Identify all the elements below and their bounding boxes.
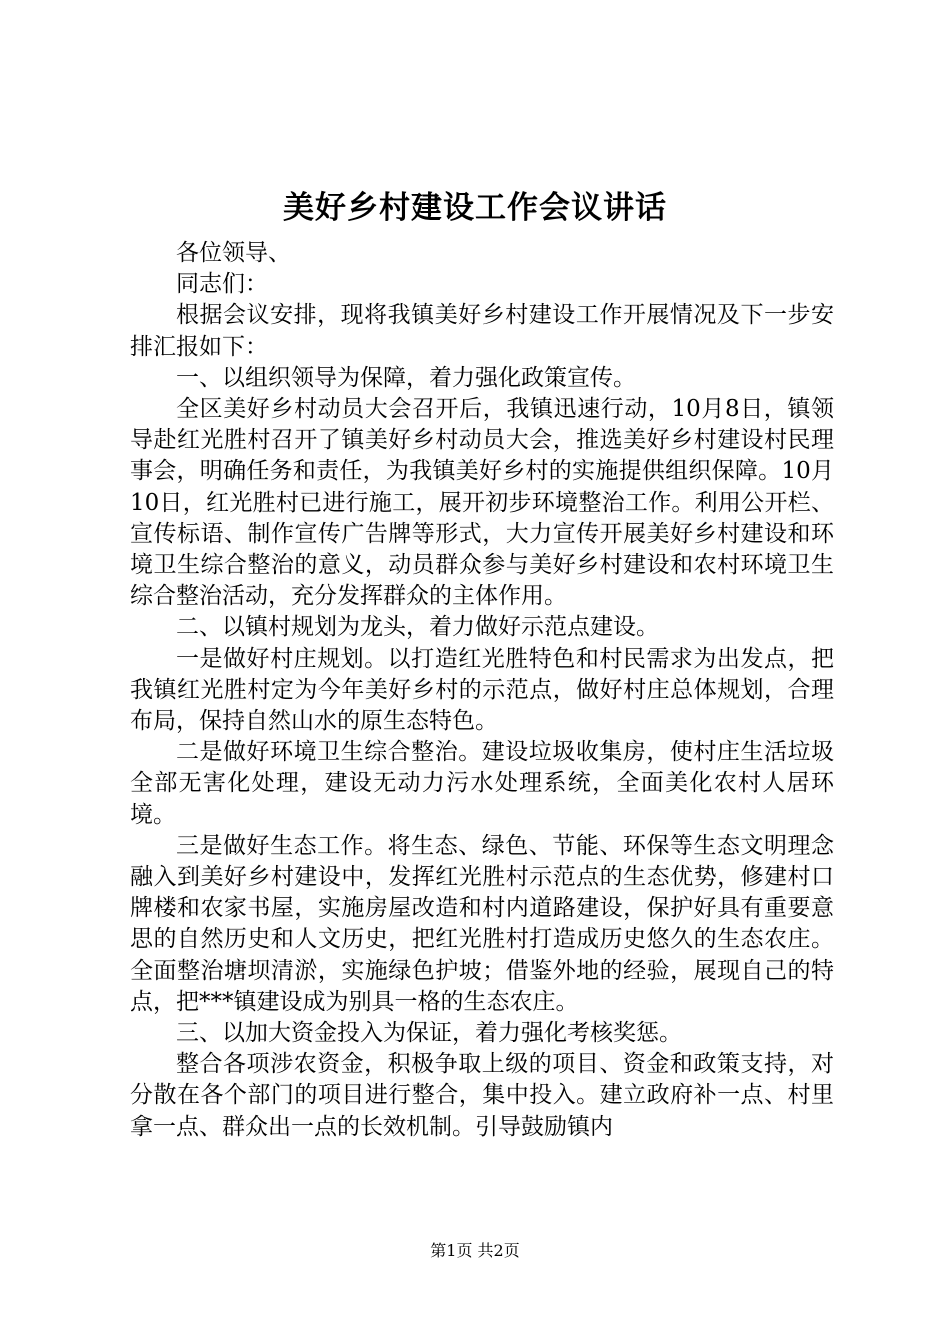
section-2-item-3: 三是做好生态工作。将生态、绿色、节能、环保等生态文明理念融入到美好乡村建设中，发挥红光胜村示范点的生态优势，修建村口牌楼和农家书屋，实施房屋改造和村内道路建设，保护好具有重要意思的自然历史和人文历史，把红光胜村打造成历史悠久的生态农庄。全面整治塘坝清淤，实施绿色护坡；借鉴外地的经验，展现自己的特点，把***镇建设成为别具一格的生态农庄。: [130, 832, 834, 1015]
section-3-paragraph: 整合各项涉农资金，积极争取上级的项目、资金和政策支持，对分散在各个部门的项目进行整合，集中投入。建立政府补一点、村里拿一点、群众出一点的长效机制。引导鼓励镇内: [130, 1051, 834, 1140]
section-2-item-1: 一是做好村庄规划。以打造红光胜特色和村民需求为出发点，把我镇红光胜村定为今年美好乡村的示范点，做好村庄总体规划，合理布局，保持自然山水的原生态特色。: [130, 645, 834, 735]
section-heading-2: 二、以镇村规划为龙头，着力做好示范点建设。: [176, 614, 659, 641]
intro-paragraph: 根据会议安排，现将我镇美好乡村建设工作开展情况及下一步安排汇报如下：: [130, 302, 834, 360]
section-2-item-2: 二是做好环境卫生综合整治。建设垃圾收集房，使村庄生活垃圾全部无害化处理，建设无动力污水处理系统，全面美化农村人居环境。: [130, 739, 834, 828]
salutation-leaders: 各位领导、: [176, 240, 291, 266]
section-heading-3: 三、以加大资金投入为保证，着力强化考核奖惩。: [176, 1020, 682, 1047]
section-heading-1: 一、以组织领导为保障，着力强化政策宣传。: [176, 364, 636, 391]
document-body: [130, 238, 834, 1143]
document-title: 美好乡村建设工作会议讲话: [283, 190, 667, 226]
salutation-comrades: 同志们：: [176, 271, 268, 298]
section-1-paragraph: 全区美好乡村动员大会召开后，我镇迅速行动，10月8日，镇领导赴红光胜村召开了镇美好乡村动员大会，推选美好乡村建设村民理事会，明确任务和责任，为我镇美好乡村的实施提供组织保障。10月10日，红光胜村已进行施工，展开初步环境整治工作。利用公开栏、宣传标语、制作宣传广告牌等形式，大力宣传开展美好乡村建设和环境卫生综合整治的意义，动员群众参与美好乡村建设和农村环境卫生综合整治活动，充分发挥群众的主体作用。: [130, 396, 834, 610]
page-number-footer: 第1页 共2页: [430, 1241, 520, 1260]
